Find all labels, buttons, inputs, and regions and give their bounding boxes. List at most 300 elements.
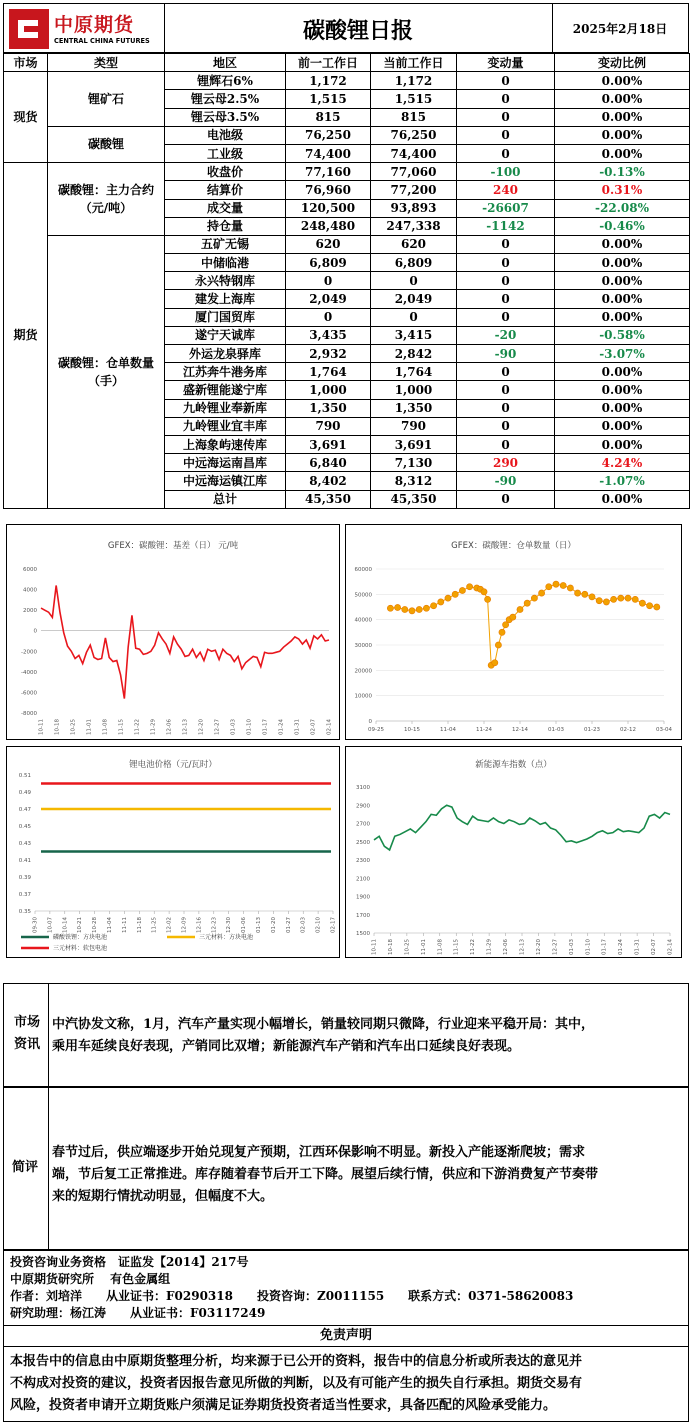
curr-value-cell: 0 (371, 272, 457, 290)
column-header: 当前工作日 (371, 54, 457, 72)
author-text: 作者：刘培洋 从业证书：F0290318 投资咨询：Z0011155 联系方式：0371-58620083 (10, 1289, 574, 1303)
y-tick-label: 2300 (356, 858, 370, 864)
prev-value-cell: 248,480 (286, 217, 371, 235)
curr-value-cell: 1,172 (371, 72, 457, 90)
comment-text (52, 1142, 686, 1208)
chart-title: 锂电池价格（元/瓦时） (129, 760, 217, 770)
column-header: 市场 (4, 54, 48, 72)
warrant-chart (346, 525, 681, 739)
change-cell: -90 (457, 472, 555, 490)
prev-value-cell: 2,932 (286, 345, 371, 363)
footer-section (3, 1250, 689, 1422)
data-point (387, 605, 393, 611)
x-tick-label: 09-30 (32, 917, 39, 933)
region-cell: 总计 (165, 490, 286, 508)
x-tick-label: 12-02 (166, 917, 173, 933)
x-tick-label: 11-24 (476, 727, 492, 733)
x-tick-label: 11-08 (102, 719, 109, 735)
battery-price-chart-panel (6, 746, 340, 958)
change-cell: 0 (457, 272, 555, 290)
prev-value-cell: 76,960 (286, 181, 371, 199)
x-tick-label: 12-09 (181, 917, 188, 933)
x-tick-label: 11-04 (107, 917, 113, 933)
region-cell: 江苏奔牛港务库 (165, 363, 286, 381)
data-point (632, 596, 638, 602)
x-tick-label: 10-07 (47, 917, 54, 933)
x-tick-label: 01-24 (278, 719, 285, 735)
curr-value-cell: 8,312 (371, 472, 457, 490)
change-pct-cell: 0.00% (555, 417, 690, 435)
x-tick-label: 11-22 (134, 719, 141, 735)
x-tick-label: 02-14 (667, 939, 674, 955)
change-cell: -100 (457, 163, 555, 181)
data-point (416, 606, 422, 612)
curr-value-cell: 815 (371, 108, 457, 126)
x-tick-label: 12-27 (552, 939, 559, 955)
logo-mark-icon (8, 8, 50, 50)
curr-value-cell: 1,000 (371, 381, 457, 399)
legend-label: 三元材料：软包电池 (53, 945, 108, 952)
data-point (445, 595, 451, 601)
curr-value-cell: 74,400 (371, 144, 457, 162)
region-cell: 九岭锂业奉新库 (165, 399, 286, 417)
table-row (4, 235, 690, 253)
text-line: 本报告中的信息由中原期货整理分析，均来源于已公开的资料，报告中的信息分析或所表达的意见并 (10, 1354, 583, 1369)
data-point (654, 604, 660, 610)
basis-chart (7, 525, 339, 739)
curr-value-cell: 790 (371, 417, 457, 435)
x-tick-label: 11-01 (86, 719, 93, 735)
change-cell: 0 (457, 399, 555, 417)
data-point (459, 587, 465, 593)
institute-text: 中原期货研究所 有色金属组 (10, 1272, 171, 1286)
change-cell: 0 (457, 126, 555, 144)
x-tick-label: 11-25 (151, 917, 158, 933)
change-pct-cell: 0.00% (555, 399, 690, 417)
y-tick-label: 1500 (356, 931, 370, 937)
text-line: 中汽协发文称，1月，汽车产量实现小幅增长，销量较同期只微降，行业迎来平稳开局：其中， (52, 1017, 595, 1032)
region-cell: 盛新锂能遂宁库 (165, 381, 286, 399)
curr-value-cell: 45,350 (371, 490, 457, 508)
x-tick-label: 11-18 (136, 917, 143, 933)
region-cell: 结算价 (165, 181, 286, 199)
legend-label: 三元材料：方块电池 (199, 934, 254, 941)
x-tick-label: 10-14 (62, 917, 69, 933)
change-cell: -1142 (457, 217, 555, 235)
text-line: 不构成对投资的建议，投资者因报告意见所做的判断，以及有可能产生的损失自行承担。期货交易有 (10, 1376, 583, 1391)
change-pct-cell: 0.00% (555, 290, 690, 308)
y-tick-label: -2000 (21, 649, 37, 656)
data-point (560, 582, 566, 588)
change-cell: -90 (457, 345, 555, 363)
curr-value-cell: 0 (371, 308, 457, 326)
change-pct-cell: 0.00% (555, 272, 690, 290)
assistant-text: 研究助理：杨江涛 从业证书：F03117249 (10, 1306, 266, 1320)
data-point (567, 585, 573, 591)
data-point (531, 595, 537, 601)
data-point (492, 660, 498, 666)
region-cell: 中远海运镇江库 (165, 472, 286, 490)
market-info-section (3, 983, 689, 1087)
x-tick-label: 10-18 (54, 719, 61, 735)
data-point (499, 629, 505, 635)
x-tick-label: 01-24 (618, 939, 625, 955)
curr-value-cell: 3,691 (371, 435, 457, 453)
prev-value-cell: 45,350 (286, 490, 371, 508)
x-tick-label: 01-03 (230, 719, 237, 735)
x-tick-label: 01-17 (601, 939, 608, 955)
y-tick-label: 30000 (354, 643, 372, 649)
prev-value-cell: 120,500 (286, 199, 371, 217)
chart-title: 新能源车指数（点） (475, 760, 552, 770)
data-point (553, 581, 559, 587)
y-tick-label: 0.37 (18, 892, 31, 898)
x-tick-label: 10-15 (404, 727, 420, 733)
change-cell: 0 (457, 435, 555, 453)
y-tick-label: 20000 (354, 668, 372, 675)
y-tick-label: 10000 (354, 693, 372, 700)
prev-value-cell: 1,350 (286, 399, 371, 417)
logo-cn-text: 中原期货 (54, 14, 135, 36)
x-tick-label: 01-27 (285, 917, 292, 933)
data-point (625, 595, 631, 601)
change-pct-cell: -0.58% (555, 326, 690, 344)
curr-value-cell: 7,130 (371, 454, 457, 472)
y-tick-label: 0.51 (18, 773, 31, 779)
y-tick-label: 1700 (356, 912, 370, 919)
basis-chart-panel (6, 524, 340, 740)
y-tick-label: 2000 (23, 608, 37, 615)
chart-title: GFEX：碳酸锂：仓单数量（日） (451, 541, 576, 551)
data-point (618, 595, 624, 601)
data-point (423, 605, 429, 611)
data-point (524, 600, 530, 606)
nev-index-chart-panel (345, 746, 682, 958)
region-cell: 建发上海库 (165, 290, 286, 308)
region-cell: 九岭锂业宜丰库 (165, 417, 286, 435)
change-pct-cell: -3.07% (555, 345, 690, 363)
change-cell: 0 (457, 144, 555, 162)
change-cell: 0 (457, 417, 555, 435)
region-cell: 锂云母2.5% (165, 90, 286, 108)
x-tick-label: 01-03 (548, 727, 564, 733)
curr-value-cell: 2,842 (371, 345, 457, 363)
change-pct-cell: 0.00% (555, 363, 690, 381)
data-point (467, 584, 473, 590)
x-tick-label: 12-13 (519, 939, 526, 955)
prev-value-cell: 8,402 (286, 472, 371, 490)
data-point (647, 603, 653, 609)
change-cell: 0 (457, 290, 555, 308)
y-tick-label: 2700 (356, 821, 370, 828)
curr-value-cell: 1,515 (371, 90, 457, 108)
data-point (485, 596, 491, 602)
y-tick-label: 6000 (23, 567, 37, 573)
x-tick-label: 01-31 (634, 939, 641, 955)
y-tick-label: 50000 (354, 592, 372, 599)
y-tick-label: 0.41 (18, 858, 31, 864)
column-header: 类型 (48, 54, 165, 72)
column-header: 地区 (165, 54, 286, 72)
x-tick-label: 10-11 (371, 939, 378, 955)
x-tick-label: 12-23 (211, 917, 218, 933)
prev-value-cell: 0 (286, 308, 371, 326)
x-tick-label: 02-07 (651, 939, 658, 955)
prev-value-cell: 1,515 (286, 90, 371, 108)
x-tick-label: 01-10 (246, 719, 253, 735)
x-tick-label: 02-14 (326, 719, 333, 735)
region-cell: 锂云母3.5% (165, 108, 286, 126)
y-tick-label: -6000 (21, 690, 37, 697)
y-tick-label: -8000 (21, 711, 37, 717)
change-pct-cell: 0.00% (555, 308, 690, 326)
change-pct-cell: 0.00% (555, 144, 690, 162)
change-pct-cell: 0.31% (555, 181, 690, 199)
y-tick-label: 2500 (356, 839, 370, 846)
region-cell: 外运龙泉驿库 (165, 345, 286, 363)
x-tick-label: 02-07 (310, 719, 317, 735)
market-cell: 期货 (4, 163, 48, 509)
region-cell: 五矿无锡 (165, 235, 286, 253)
change-cell: 0 (457, 108, 555, 126)
data-point (409, 608, 415, 614)
logo (8, 8, 162, 50)
curr-value-cell: 3,415 (371, 326, 457, 344)
change-pct-cell: 0.00% (555, 126, 690, 144)
change-pct-cell: 4.24% (555, 454, 690, 472)
change-pct-cell: 0.00% (555, 435, 690, 453)
region-cell: 中储临港 (165, 254, 286, 272)
qualification-text: 投资咨询业务资格 证监发【2014】217号 (10, 1255, 249, 1269)
y-tick-label: 4000 (23, 587, 37, 594)
x-tick-label: 10-25 (70, 719, 77, 735)
comment-label: 简评 (12, 1160, 39, 1175)
curr-value-cell: 620 (371, 235, 457, 253)
region-cell: 中远海运南昌库 (165, 454, 286, 472)
y-tick-label: 3100 (356, 785, 370, 791)
report-date: 2025年2月18日 (572, 22, 668, 36)
y-tick-label: 1900 (356, 894, 370, 901)
y-tick-label: 0.45 (18, 824, 31, 830)
legend-label: 磷酸铁锂：方块电池 (53, 934, 108, 941)
data-point (517, 606, 523, 612)
change-cell: 0 (457, 72, 555, 90)
prev-value-cell: 3,435 (286, 326, 371, 344)
x-tick-label: 02-17 (330, 917, 337, 933)
nev-index-series-line (374, 805, 670, 850)
x-tick-label: 12-14 (512, 727, 528, 733)
data-point (575, 590, 581, 596)
y-tick-label: 2100 (356, 876, 370, 883)
change-pct-cell: 0.00% (555, 235, 690, 253)
prev-value-cell: 3,691 (286, 435, 371, 453)
curr-value-cell: 77,060 (371, 163, 457, 181)
prev-value-cell: 620 (286, 235, 371, 253)
x-tick-label: 12-06 (166, 719, 173, 735)
x-tick-label: 03-04 (656, 727, 672, 733)
curr-value-cell: 76,250 (371, 126, 457, 144)
change-cell: 0 (457, 490, 555, 508)
region-cell: 成交量 (165, 199, 286, 217)
x-tick-label: 01-10 (585, 939, 592, 955)
x-tick-label: 01-03 (568, 939, 575, 955)
data-point (596, 598, 602, 604)
prev-value-cell: 1,172 (286, 72, 371, 90)
change-cell: 0 (457, 381, 555, 399)
type-cell: 锂矿石 (48, 72, 165, 127)
text-line: 春节过后，供应端逐步开始兑现复产预期，江西环保影响不明显。新投入产能逐渐爬坡；需求 (52, 1145, 586, 1160)
data-point (481, 589, 487, 595)
change-pct-cell: -22.08% (555, 199, 690, 217)
curr-value-cell: 247,338 (371, 217, 457, 235)
x-tick-label: 11-22 (470, 939, 477, 955)
column-header: 前一工作日 (286, 54, 371, 72)
prev-value-cell: 76,250 (286, 126, 371, 144)
x-tick-label: 11-01 (420, 939, 427, 955)
x-tick-label: 12-06 (503, 939, 510, 955)
x-tick-label: 11-11 (121, 917, 128, 933)
change-pct-cell: -0.13% (555, 163, 690, 181)
region-cell: 遂宁天诚库 (165, 326, 286, 344)
price-table (3, 53, 690, 509)
prev-value-cell: 6,840 (286, 454, 371, 472)
x-tick-label: 09-25 (368, 727, 384, 733)
x-tick-label: 12-27 (214, 719, 221, 735)
change-cell: 0 (457, 254, 555, 272)
x-tick-label: 10-18 (387, 939, 394, 955)
prev-value-cell: 1,764 (286, 363, 371, 381)
type-cell: 碳酸锂：仓单数量（手） (48, 235, 165, 508)
y-tick-label: 0.39 (18, 875, 31, 881)
basis-series-line (41, 585, 329, 698)
market-info-text (52, 1014, 686, 1058)
y-tick-label: 0 (33, 628, 37, 635)
x-tick-label: 10-28 (92, 917, 99, 933)
disclaimer-title: 免责声明 (319, 1328, 372, 1343)
data-point (539, 590, 545, 596)
data-point (510, 614, 516, 620)
data-point (589, 594, 595, 600)
prev-value-cell: 6,809 (286, 254, 371, 272)
x-tick-label: 11-15 (118, 719, 125, 735)
x-tick-label: 11-29 (486, 939, 493, 955)
y-tick-label: 60000 (354, 567, 372, 573)
region-cell: 持仓量 (165, 217, 286, 235)
market-cell: 现货 (4, 72, 48, 163)
x-tick-label: 01-13 (256, 917, 262, 933)
battery-price-chart (7, 747, 339, 957)
change-pct-cell: 0.00% (555, 90, 690, 108)
change-pct-cell: 0.00% (555, 490, 690, 508)
data-point (582, 591, 588, 597)
change-cell: 0 (457, 363, 555, 381)
data-point (431, 603, 437, 609)
change-cell: 0 (457, 235, 555, 253)
text-line: 端，节后复工正常推进。库存随着春节后开工下降。展望后续行情，供应和下游消费复产节奏带 (52, 1167, 599, 1182)
x-tick-label: 01-20 (270, 917, 277, 933)
text-line: 乘用车延续良好表现，产销同比双增；新能源汽车产销和汽车出口延续良好表现。 (52, 1039, 521, 1054)
column-header: 变动比例 (555, 54, 690, 72)
y-tick-label: 0.47 (18, 807, 31, 813)
prev-value-cell: 77,160 (286, 163, 371, 181)
prev-value-cell: 0 (286, 272, 371, 290)
y-tick-label: 2900 (356, 803, 370, 810)
region-cell: 永兴特钢库 (165, 272, 286, 290)
table-row (4, 126, 690, 144)
warrant-series-line (390, 584, 656, 665)
change-cell: 0 (457, 308, 555, 326)
logo-en-text: CENTRAL CHINA FUTURES (54, 37, 150, 45)
warrant-chart-panel (345, 524, 682, 740)
prev-value-cell: 1,000 (286, 381, 371, 399)
table-row (4, 72, 690, 90)
nev-index-chart (346, 747, 681, 957)
data-point (395, 604, 401, 610)
disclaimer-text (10, 1351, 686, 1417)
data-point (438, 599, 444, 605)
prev-value-cell: 74,400 (286, 144, 371, 162)
x-tick-label: 11-15 (453, 939, 460, 955)
change-cell: -26607 (457, 199, 555, 217)
chart-title: GFEX：碳酸锂：基差（日） 元/吨 (107, 541, 239, 551)
change-cell: 290 (457, 454, 555, 472)
change-pct-cell: 0.00% (555, 254, 690, 272)
report-header (3, 3, 689, 53)
region-cell: 工业级 (165, 144, 286, 162)
prev-value-cell: 815 (286, 108, 371, 126)
curr-value-cell: 93,893 (371, 199, 457, 217)
x-tick-label: 11-08 (437, 939, 444, 955)
region-cell: 电池级 (165, 126, 286, 144)
x-tick-label: 10-21 (77, 917, 84, 933)
curr-value-cell: 1,350 (371, 399, 457, 417)
table-header-row (4, 54, 690, 72)
y-tick-label: 0.49 (18, 790, 31, 796)
type-cell: 碳酸锂 (48, 126, 165, 162)
x-tick-label: 01-17 (262, 719, 269, 735)
region-cell: 锂辉石6% (165, 72, 286, 90)
prev-value-cell: 790 (286, 417, 371, 435)
change-pct-cell: 0.00% (555, 381, 690, 399)
table-row (4, 163, 690, 181)
y-tick-label: -4000 (21, 669, 37, 676)
region-cell: 上海象屿速传库 (165, 435, 286, 453)
x-tick-label: 12-20 (535, 939, 542, 955)
x-tick-label: 12-16 (196, 917, 203, 933)
region-cell: 厦门国贸库 (165, 308, 286, 326)
text-line: 风险，投资者申请开立期货账户须满足证券期货投资者适当性要求，具备匹配的风险承受能力。 (10, 1398, 557, 1413)
curr-value-cell: 77,200 (371, 181, 457, 199)
x-tick-label: 01-23 (584, 727, 600, 733)
change-pct-cell: -0.46% (555, 217, 690, 235)
data-point (546, 584, 552, 590)
y-tick-label: 0 (368, 719, 372, 725)
data-point (611, 596, 617, 602)
data-point (495, 642, 501, 648)
curr-value-cell: 6,809 (371, 254, 457, 272)
x-tick-label: 02-10 (315, 917, 322, 933)
curr-value-cell: 2,049 (371, 290, 457, 308)
market-info-label: 市场资讯 (13, 1015, 40, 1052)
type-cell: 碳酸锂：主力合约（元/吨） (48, 163, 165, 236)
region-cell: 收盘价 (165, 163, 286, 181)
text-line: 来的短期行情扰动明显，但幅度不大。 (52, 1189, 274, 1204)
data-point (402, 606, 408, 612)
change-pct-cell: 0.00% (555, 108, 690, 126)
page-title: 碳酸锂日报 (302, 18, 413, 44)
data-point (452, 591, 458, 597)
comment-section (3, 1087, 689, 1250)
